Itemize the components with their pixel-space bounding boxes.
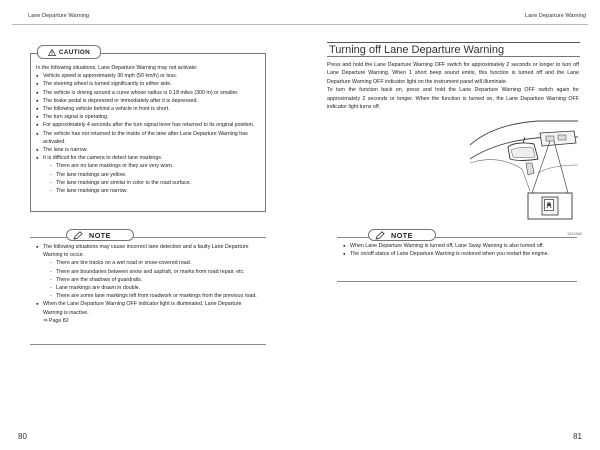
note-subitem: - There are tire tracks on a wet road or snow-covered road.: [50, 259, 260, 267]
note-item: [36, 243, 260, 300]
caution-item: ● The turn signal is operating.: [36, 113, 260, 121]
note-subitem: - Lane markings are drawn in double.: [50, 284, 260, 292]
caution-intro: In the following situations, Lane Departure Warning may not activate:: [36, 65, 198, 71]
note-item: ● When the Lane Departure Warning OFF indicator light is illuminated, Lane Departure Warning is inactive.: [36, 300, 260, 316]
note-box-left: [30, 237, 266, 345]
note-box-right: [337, 237, 577, 282]
caution-item: ● The following vehicle behind a vehicle in front is short.: [36, 105, 260, 113]
note-right-list: [343, 242, 571, 258]
note-label-left: [66, 229, 134, 241]
note-label-right: [368, 229, 436, 241]
lane-departure-off-switch-icon[interactable]: [544, 199, 554, 211]
note-left-list: [36, 243, 260, 317]
note-subitem: - There are the shadows of guardrails.: [50, 276, 260, 284]
caution-item: ● The vehicle is driving around a curve whose radius is 0.18 miles (300 m) or smaller.: [36, 89, 260, 97]
note-pencil-icon: [375, 231, 385, 240]
page-number-right: 81: [573, 432, 582, 441]
note-left-sublist: [43, 259, 260, 300]
caution-subitem: - The lane markings are narrow.: [50, 187, 260, 195]
section-title: Turning off Lane Departure Warning: [327, 42, 580, 57]
page-header-right: Lane Departure Warning: [524, 13, 586, 19]
note-subitem: - There are some lane markings left from roadwork or markings from the previous road.: [50, 292, 260, 300]
caution-label-text: CAUTION: [58, 48, 91, 56]
note-label-text: NOTE: [391, 230, 413, 240]
note-item: ● The on/off status of Lane Departure Warning is restored when you restart the engine.: [343, 250, 571, 258]
caution-box: [30, 53, 266, 212]
caution-item: ● Vehicle speed is approximately 30 mph (50 km/h) or less.: [36, 72, 260, 80]
page-number-left: 80: [18, 432, 27, 441]
caution-item: ● The lane is narrow.: [36, 146, 260, 154]
caution-item: ● For approximately 4 seconds after the turn signal lever has returned to its original position.: [36, 121, 260, 129]
caution-item: [36, 154, 260, 195]
caution-label: [37, 45, 101, 59]
note-label-text: NOTE: [89, 230, 111, 240]
note-pencil-icon: [73, 231, 83, 240]
caution-subitem: - The lane markings are similar in color to the road surface.: [50, 179, 260, 187]
page-header-left: Lane Departure Warning: [28, 13, 90, 19]
note-item-text: The following situations may cause incorrect lane detection and a faulty Lane Departure Warning to occur.: [43, 244, 249, 259]
note-subitem: - There are boundaries between snow and asphalt, or marks from road repair, etc.: [50, 268, 260, 276]
body-paragraph: To turn the function back on, press and hold the Lane Departure Warning OFF switch again for approximately 2 seconds or longer. When the function is turned on, the Lane Departure Warning OFF indicator light turns off.: [327, 87, 579, 111]
caution-sublist: [43, 162, 260, 195]
caution-subitem: - The lane markings are yellow.: [50, 171, 260, 179]
caution-item: ● The vehicle has not returned to the inside of the lane after Lane Departure Warning has activated.: [36, 130, 260, 146]
caution-subitem: - There are no lane markings or they are very worn.: [50, 162, 260, 170]
caution-item: ● The brake pedal is depressed or immediately after it is depressed.: [36, 97, 260, 105]
note-item: ● When Lane Departure Warning is turned off, Lane Sway Warning is also turned off.: [343, 242, 571, 250]
figure-code: 1012366: [567, 232, 582, 236]
page-reference-link[interactable]: ⇒ Page 82: [43, 317, 69, 324]
caution-item: ● The steering wheel is turned significantly to either side.: [36, 80, 260, 88]
section-body: [327, 61, 579, 111]
caution-list: [36, 72, 260, 195]
header-rule: [12, 24, 588, 25]
body-paragraph: Press and hold the Lane Departure Warning OFF switch for approximately 2 seconds or longer to turn off Lane Departure Warning. When 1 short beep sound emits, this function is turned off and the Lane Departure Warning OFF indicator light on the instrument panel will illuminate.: [327, 62, 579, 85]
caution-item-text: It is difficult for the camera to detect lane markings.: [43, 155, 163, 162]
warning-triangle-icon: [48, 49, 56, 56]
switch-location-illustration: [468, 113, 580, 225]
